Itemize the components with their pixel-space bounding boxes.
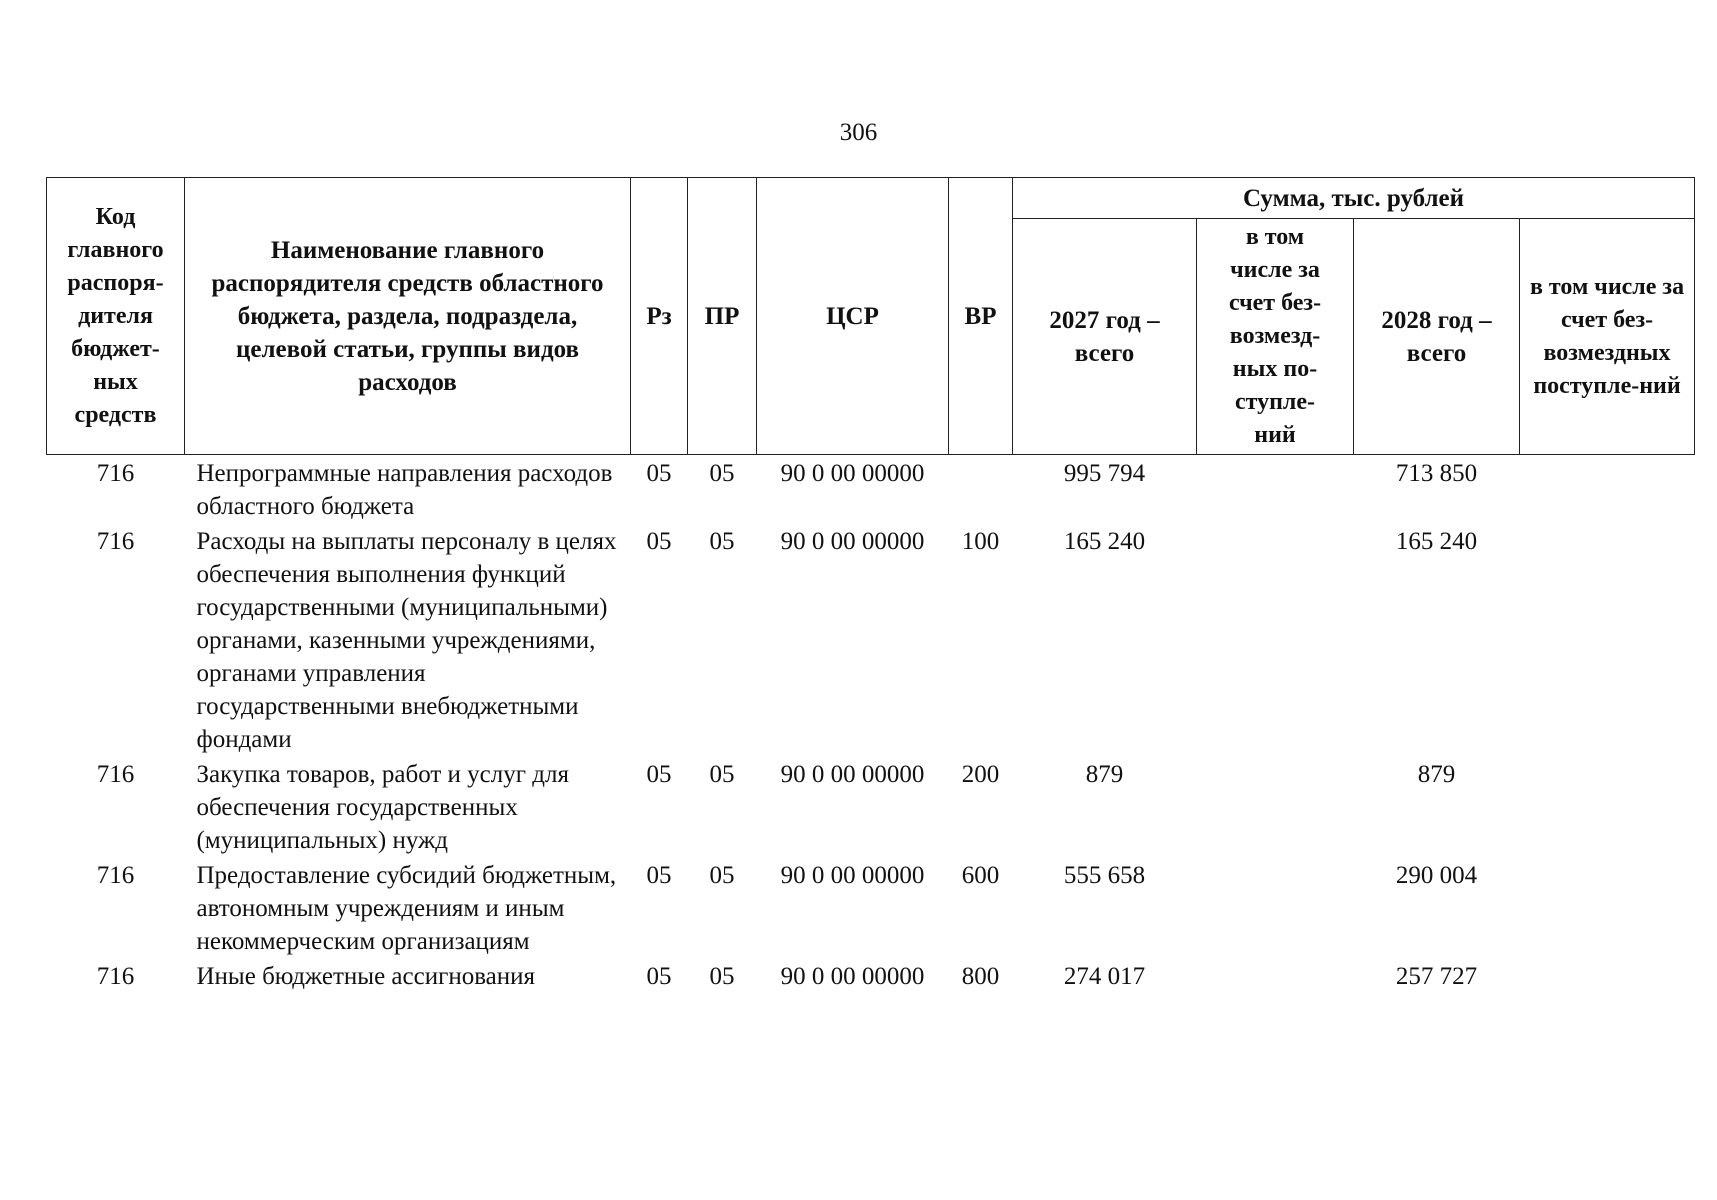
table-row [47, 455, 1695, 524]
cell-pr: 05 [709, 761, 735, 788]
header-2028-total: 2028 год – всего [1354, 219, 1520, 455]
cell-2027-gratuitous [1197, 857, 1354, 958]
cell-code: 716 [96, 460, 135, 487]
cell-pr: 05 [709, 528, 735, 555]
cell-rz: 05 [646, 460, 672, 487]
header-2027-total: 2027 год – всего [1013, 219, 1197, 455]
cell-2028-total: 879 [1417, 761, 1456, 788]
cell-csr: 90 0 00 00000 [780, 528, 925, 555]
cell-csr: 90 0 00 00000 [780, 963, 925, 990]
cell-2027-total: 555 658 [1063, 862, 1146, 889]
cell-2028-total: 165 240 [1395, 528, 1478, 555]
cell-2027-gratuitous [1197, 455, 1354, 524]
cell-csr: 90 0 00 00000 [780, 460, 925, 487]
cell-pr: 05 [709, 460, 735, 487]
cell-code: 716 [96, 761, 135, 788]
header-rz: Рз [631, 178, 688, 455]
cell-vr [949, 455, 1013, 524]
cell-rz: 05 [646, 761, 672, 788]
header-sum-group: Сумма, тыс. рублей [1013, 178, 1695, 219]
table-row [47, 857, 1695, 958]
table-row [47, 958, 1695, 993]
cell-name: Закупка товаров, работ и услуг для обеспечения государственных (муниципальных) нужд [196, 761, 569, 854]
cell-rz: 05 [646, 963, 672, 990]
cell-vr: 100 [961, 528, 1000, 555]
cell-2028-gratuitous [1520, 523, 1695, 756]
cell-name: Предоставление субсидий бюджетным, автономным учреждениям и иным некоммерческим организациям [196, 862, 617, 955]
cell-vr: 600 [961, 862, 1000, 889]
cell-vr: 200 [961, 761, 1000, 788]
cell-vr: 800 [961, 963, 1000, 990]
cell-2028-total: 713 850 [1395, 460, 1478, 487]
table-row [47, 523, 1695, 756]
cell-2027-total: 995 794 [1063, 460, 1146, 487]
cell-2027-gratuitous [1197, 523, 1354, 756]
budget-table [46, 177, 1695, 993]
cell-2028-gratuitous [1520, 455, 1695, 524]
page-number: 306 [839, 119, 878, 146]
cell-code: 716 [96, 528, 135, 555]
header-vr: ВР [949, 178, 1013, 455]
cell-pr: 05 [709, 862, 735, 889]
cell-code: 716 [96, 963, 135, 990]
cell-name: Расходы на выплаты персоналу в целях обеспечения выполнения функций государственными (муниципальными) органами, казенными учреждениями, органами управления государственными внебюджетными фондами [196, 528, 617, 753]
cell-2027-total: 879 [1085, 761, 1124, 788]
cell-2027-total: 165 240 [1063, 528, 1146, 555]
header-2027-gratuitous: в том числе за счет без-возмезд-ных по-ступле-ний [1197, 219, 1354, 455]
cell-csr: 90 0 00 00000 [780, 761, 925, 788]
header-code: Код главного распоря-дителя бюджет-ных средств [47, 178, 185, 455]
cell-name: Непрограммные направления расходов областного бюджета [196, 460, 613, 520]
cell-pr: 05 [709, 963, 735, 990]
cell-code: 716 [96, 862, 135, 889]
cell-2028-total: 290 004 [1395, 862, 1478, 889]
table-row [47, 756, 1695, 857]
cell-rz: 05 [646, 862, 672, 889]
cell-2028-total: 257 727 [1395, 963, 1478, 990]
cell-2027-gratuitous [1197, 756, 1354, 857]
header-2028-gratuitous: в том числе за счет без-возмездных поступле-ний [1520, 219, 1695, 455]
cell-2027-total: 274 017 [1063, 963, 1146, 990]
cell-csr: 90 0 00 00000 [780, 862, 925, 889]
cell-rz: 05 [646, 528, 672, 555]
header-pr: ПР [688, 178, 757, 455]
header-name: Наименование главного распорядителя средств областного бюджета, раздела, подраздела, целевой статьи, группы видов расходов [185, 178, 631, 455]
cell-2028-gratuitous [1520, 958, 1695, 993]
cell-2027-gratuitous [1197, 958, 1354, 993]
cell-2028-gratuitous [1520, 756, 1695, 857]
cell-name: Иные бюджетные ассигнования [196, 963, 536, 990]
cell-2028-gratuitous [1520, 857, 1695, 958]
header-csr: ЦСР [757, 178, 949, 455]
